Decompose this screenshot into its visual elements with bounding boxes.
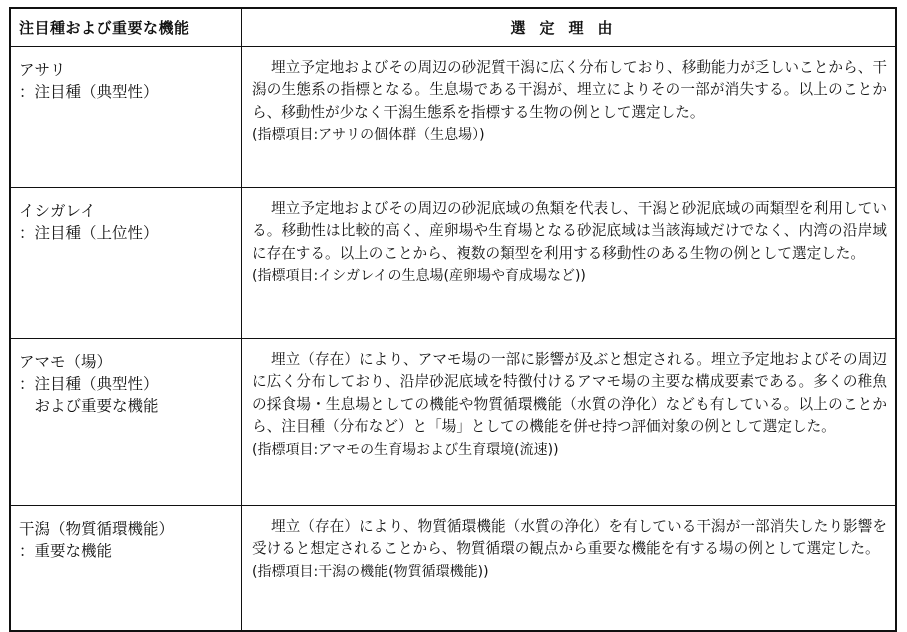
table-row [10,339,896,506]
header-species-function: 注目種および重要な機能 [10,8,242,47]
species-name: 干潟（物質循環機能） [19,520,175,538]
species-cell [10,188,242,339]
header-selection-reason: 選定理由 [242,8,897,47]
reason-text: 埋立予定地およびその周辺の砂泥底域の魚類を代表し、干潟と砂泥底域の両類型を利用している。移動性は比較的高く、産卵場や生育場となる砂泥底域は当該海域だけでなく、内湾の沿岸域に存在する。以上のことから、複数の類型を利用する移動性のある生物の例として選定した。 [252,200,887,262]
species-cell [10,339,242,506]
reason-text: 埋立予定地およびその周辺の砂泥質干潟に広く分布しており、移動能力が乏しいことから、干潟の生態系の指標となる。生息場である干潟が、埋立によりその一部が消失する。以上のことから、移動性が少なく干潟生態系を指標する生物の例として選定した。 [252,59,887,121]
indicator-item: (指標項目:アマモの生育場および生育環境(流速)) [252,441,559,458]
species-cell [10,47,242,188]
species-category: ：注目種（典型性） [19,83,159,101]
reason-cell [242,506,897,632]
reason-text: 埋立（存在）により、物質循環機能（水質の浄化）を有している干潟が一部消失したり影響を受けると想定されることから、物質循環の観点から重要な機能を有する場の例として選定した。 [252,518,887,558]
indicator-item: (指標項目:干潟の機能(物質循環機能)) [252,563,489,580]
table-row [10,47,896,188]
reason-text: 埋立（存在）により、アマモ場の一部に影響が及ぶと想定される。埋立予定地およびその周辺に広く分布しており、沿岸砂泥底域を特徴付けるアマモ場の主要な構成要素である。多くの稚魚の採食場・生息場としての機能や物質循環機能（水質の浄化）なども有している。以上のことから、注目種（分布など）と「場」としての機能を併せ持つ評価対象の例として選定した。 [252,351,887,436]
table-row [10,506,896,632]
species-category: ：注目種（典型性） および重要な機能 [19,375,159,415]
indicator-item: (指標項目:アサリの個体群（生息場）) [252,127,485,144]
selection-reason-table [9,7,897,632]
species-category: ：注目種（上位性） [19,224,159,242]
reason-cell [242,188,897,339]
species-name: イシガレイ [19,202,96,220]
table-row [10,188,896,339]
species-name: アマモ（場） [19,353,113,371]
species-category: ：重要な機能 [19,542,113,560]
species-name: アサリ [19,61,66,79]
species-cell [10,506,242,632]
indicator-item: (指標項目:イシガレイの生息場(産卵場や育成場など)) [252,268,586,285]
reason-cell [242,47,897,188]
reason-cell [242,339,897,506]
table-header-row [10,8,896,47]
